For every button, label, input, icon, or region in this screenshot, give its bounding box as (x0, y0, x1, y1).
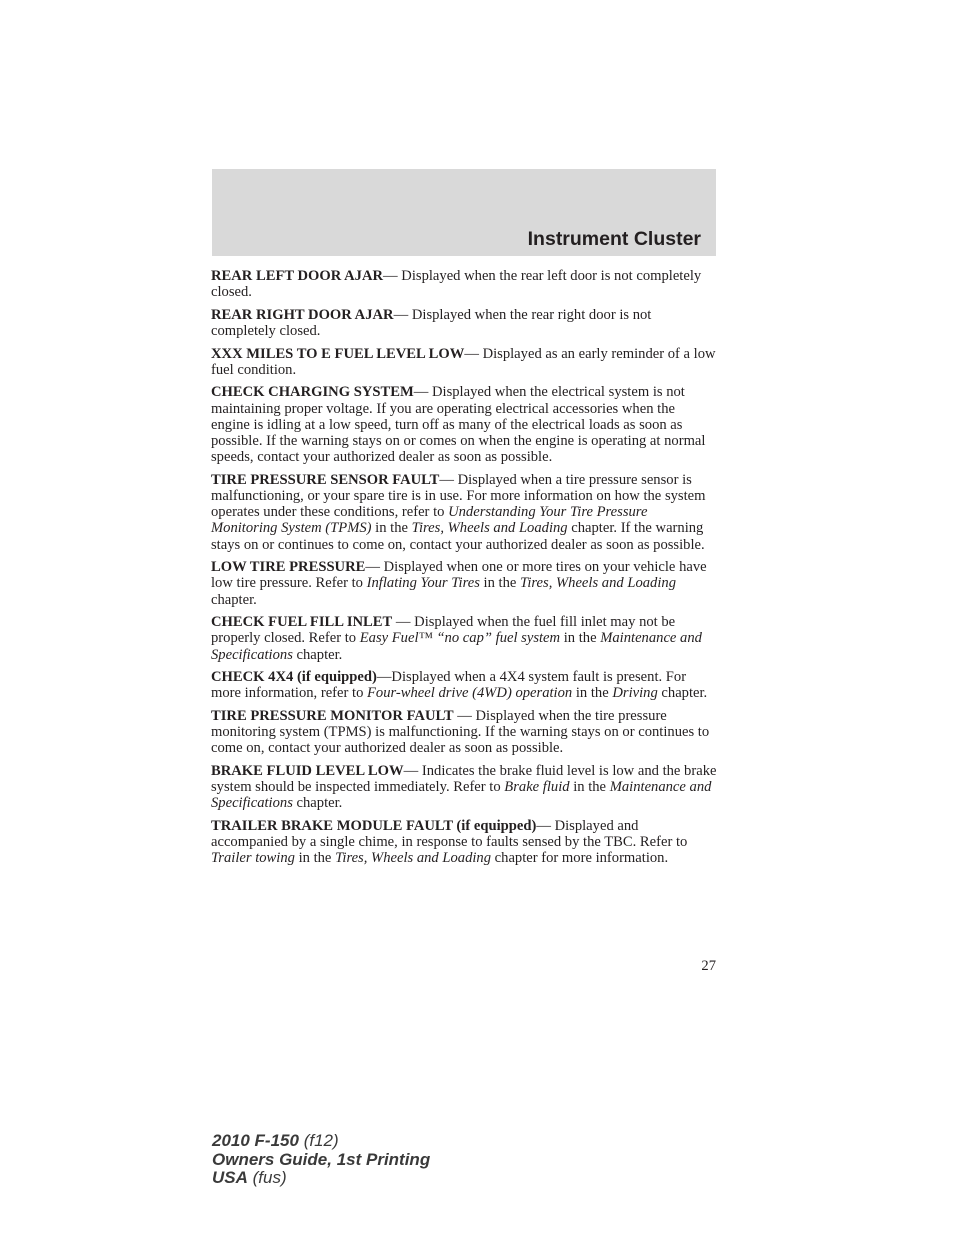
entry-text: chapter for more information. (491, 850, 669, 867)
entry-tire-pressure-sensor-fault (211, 472, 717, 553)
entry-text: Displayed as an early reminder of a low fuel condition. (211, 345, 716, 378)
entry-text: in the (294, 850, 336, 867)
entry-separator: — (536, 818, 555, 834)
entry-check-fuel-fill-inlet (211, 614, 717, 663)
entry-text: chapter. (211, 591, 257, 608)
chapter-reference: Maintenance and Specifications (211, 630, 702, 663)
cross-reference: Easy Fuel™ “no cap” fuel system (359, 630, 561, 647)
entry-separator: — (439, 471, 458, 488)
footer-market-code: (fus) (252, 1168, 287, 1187)
entry-term: BRAKE FLUID LEVEL LOW (211, 763, 404, 779)
footer-market: USA (212, 1168, 248, 1187)
entry-rear-right-door-ajar (211, 307, 717, 339)
entry-separator: — (376, 669, 392, 686)
chapter-reference: Tires, Wheels and Loading (335, 850, 492, 867)
footer-edition-line (212, 1151, 430, 1170)
entry-check-charging-system (211, 384, 717, 465)
entry-separator: — (453, 708, 476, 724)
cross-reference: Trailer towing (211, 850, 295, 867)
entry-term: LOW TIRE PRESSURE (211, 559, 366, 576)
entry-separator: — (393, 306, 412, 323)
entry-term: XXX MILES TO E FUEL LEVEL LOW (211, 345, 465, 362)
cross-reference: Four-wheel drive (4WD) operation (367, 685, 573, 702)
entry-rear-left-door-ajar (211, 268, 717, 300)
footer-model: 2010 F-150 (212, 1131, 299, 1150)
page-number: 27 (701, 958, 716, 974)
entry-tire-pressure-monitor-fault (211, 708, 717, 757)
entry-text: Displayed when the fuel fill inlet may not be properly closed. Refer to (211, 614, 676, 647)
body-text (211, 268, 717, 873)
cross-reference: Brake fluid (504, 779, 570, 796)
entry-text: in the (569, 779, 610, 796)
entry-term: TIRE PRESSURE MONITOR FAULT (211, 708, 454, 724)
entry-term: CHECK 4X4 (if equipped) (211, 669, 377, 686)
entry-check-4x4 (211, 669, 717, 701)
footer-market-line (212, 1169, 430, 1188)
entry-text: chapter. (292, 795, 343, 812)
entry-text: Displayed when one or more tires on your vehicle have low tire pressure. Refer to (211, 559, 707, 592)
entry-term: REAR RIGHT DOOR AJAR (211, 306, 394, 323)
entry-text: Displayed when the tire pressure monitoring system (TPMS) is malfunctioning. If the warning stays on or continues to come on, contact your authorized dealer as soon as possible. (211, 708, 710, 757)
entry-fuel-level-low (211, 346, 717, 378)
entry-separator: — (365, 559, 384, 576)
entry-brake-fluid-level-low (211, 763, 717, 812)
chapter-title: Instrument Cluster (527, 228, 701, 250)
entry-text: Displayed when a 4X4 system fault is present. For more information, refer to (211, 669, 687, 702)
chapter-reference: Driving (612, 685, 658, 702)
entry-term: REAR LEFT DOOR AJAR (211, 268, 384, 284)
footer (212, 1132, 430, 1188)
entry-text: chapter. (292, 646, 343, 663)
entry-text: Displayed when the electrical system is not maintaining proper voltage. If you are operating electrical accessories when the engine is idling at a low speed, turn off as many of the electrical loads as soon as possible. If the warning stays on or comes on when the engine is operating at normal speeds, contact your authorized dealer as soon as possible. (211, 384, 706, 466)
footer-edition: Owners Guide, 1st Printing (212, 1149, 431, 1169)
chapter-header-band (212, 169, 716, 256)
chapter-reference: Tires, Wheels and Loading (520, 575, 676, 592)
entry-separator: — (413, 384, 432, 401)
cross-reference: Understanding Your Tire Pressure Monitoring System (TPMS) (211, 504, 648, 537)
cross-reference: Inflating Your Tires (366, 575, 480, 592)
entry-text: Displayed and accompanied by a single chime, in response to faults sensed by the TBC. Refer to (211, 818, 688, 851)
entry-separator: — (392, 614, 415, 631)
entry-term: TRAILER BRAKE MODULE FAULT (if equipped) (211, 818, 537, 834)
entry-separator: — (464, 345, 483, 362)
entry-text: Displayed when the rear right door is not completely closed. (211, 306, 652, 339)
entry-term: TIRE PRESSURE SENSOR FAULT (211, 471, 440, 488)
entry-text: Displayed when a tire pressure sensor is malfunctioning, or your spare tire is in use. For more information on how the system operates under these conditions, refer to (211, 471, 706, 521)
entry-separator: — (383, 268, 402, 284)
entry-term: CHECK CHARGING SYSTEM (211, 384, 414, 401)
entry-text: Displayed when the rear left door is not completely closed. (211, 268, 702, 301)
entry-text: in the (371, 520, 412, 537)
chapter-reference: Maintenance and Specifications (211, 779, 712, 812)
entry-term: CHECK FUEL FILL INLET (211, 614, 393, 631)
entry-text: chapter. If the warning stays on or continues to come on, contact your authorized dealer as soon as possible. (211, 520, 705, 553)
entry-text: Indicates the brake fluid level is low and the brake system should be inspected immediately. Refer to (211, 763, 717, 796)
footer-model-line (212, 1132, 430, 1151)
entry-low-tire-pressure (211, 559, 717, 608)
entry-text: in the (560, 630, 601, 647)
entry-separator: — (403, 763, 422, 779)
chapter-reference: Tires, Wheels and Loading (411, 520, 568, 537)
entry-text: in the (572, 685, 613, 702)
entry-trailer-brake-module-fault (211, 818, 717, 867)
footer-model-code: (f12) (303, 1131, 339, 1150)
entry-text: chapter. (657, 685, 708, 702)
entry-text: in the (479, 575, 521, 592)
